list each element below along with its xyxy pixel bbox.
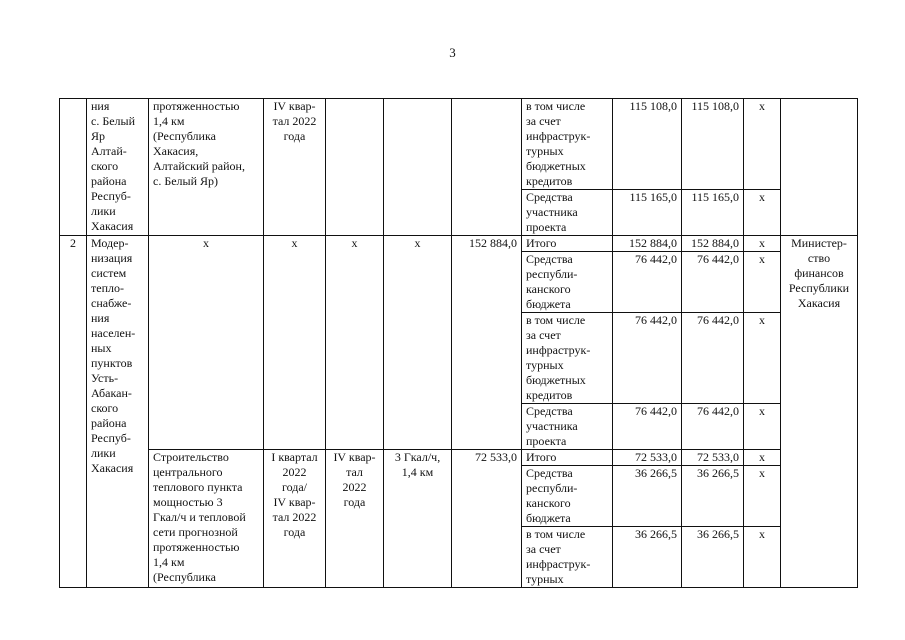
cell-source-label: Итого: [522, 236, 613, 252]
cell-mark: х: [744, 99, 781, 190]
cell-num: [60, 99, 87, 236]
cell-source-label: Средства республи- канского бюджета: [522, 466, 613, 527]
cell-value-2: 76 442,0: [682, 313, 744, 404]
page-number: 3: [449, 45, 456, 60]
cell-source-label: Средства республи- канского бюджета: [522, 252, 613, 313]
cell-value-2: 76 442,0: [682, 252, 744, 313]
cell-source-label: Средства участника проекта: [522, 404, 613, 450]
table-row: [60, 99, 858, 190]
program-table: [59, 98, 858, 588]
cell-mark: х: [744, 450, 781, 466]
cell-value-1: 36 266,5: [613, 466, 682, 527]
cell-cost: 72 533,0: [452, 450, 522, 588]
cell-cost: 152 884,0: [452, 236, 522, 450]
table-row: [60, 236, 858, 252]
cell-value-2: 36 266,5: [682, 527, 744, 588]
cell-description: Строительство центрального теплового пункта мощностью 3 Гкал/ч и тепловой сети прогнозной протяженностью 1,4 км (Республика: [149, 450, 264, 588]
cell-mark: х: [744, 313, 781, 404]
table-row: [60, 450, 858, 466]
cell-value-1: 152 884,0: [613, 236, 682, 252]
cell-mark: х: [744, 466, 781, 527]
cell-value-1: 115 165,0: [613, 190, 682, 236]
cell-responsible: [781, 99, 858, 236]
cell-source-label: в том числе за счет инфраструк- турных: [522, 527, 613, 588]
cell-mark: х: [744, 404, 781, 450]
cell-value-2: 36 266,5: [682, 466, 744, 527]
cell-value-1: 76 442,0: [613, 404, 682, 450]
cell-value-1: 115 108,0: [613, 99, 682, 190]
cell-value-1: 36 266,5: [613, 527, 682, 588]
cell-end-date: IV квар- тал 2022 года: [264, 99, 326, 236]
cell-end-date: х: [326, 236, 384, 450]
cell-mark: х: [744, 190, 781, 236]
cell-value-2: 72 533,0: [682, 450, 744, 466]
cell-object-name: ния с. Белый Яр Алтай- ского района Респуб- лики Хакасия: [87, 99, 149, 236]
cell-value-2: 152 884,0: [682, 236, 744, 252]
cell-start-date: х: [264, 236, 326, 450]
cell-mark: х: [744, 252, 781, 313]
cell-capacity: х: [384, 236, 452, 450]
cell-mark: х: [744, 527, 781, 588]
cell-object-name: Модер- низация систем тепло- снабже- ния населен- ных пунктов Усть- Абакан- ского района Респуб- лики Хакасия: [87, 236, 149, 588]
cell-num: 2: [60, 236, 87, 588]
cell-responsible: Министер- ство финансов Республики Хакасия: [781, 236, 858, 588]
cell-value-1: 76 442,0: [613, 313, 682, 404]
cell-cost: [452, 99, 522, 236]
cell-end-date: IV квар- тал 2022 года: [326, 450, 384, 588]
cell-start-date: I квартал 2022 года/ IV квар- тал 2022 года: [264, 450, 326, 588]
cell-value-2: 115 165,0: [682, 190, 744, 236]
cell-source-label: в том числе за счет инфраструк- турных бюджетных кредитов: [522, 99, 613, 190]
cell-source-label: в том числе за счет инфраструк- турных бюджетных кредитов: [522, 313, 613, 404]
cell-capacity: 3 Гкал/ч, 1,4 км: [384, 450, 452, 588]
cell-description: х: [149, 236, 264, 450]
cell-mark: х: [744, 236, 781, 252]
cell-capacity: [384, 99, 452, 236]
cell-value-1: 72 533,0: [613, 450, 682, 466]
cell-description: протяженностью 1,4 км (Республика Хакасия, Алтайский район, с. Белый Яр): [149, 99, 264, 236]
cell-value-2: 115 108,0: [682, 99, 744, 190]
cell-value-1: 76 442,0: [613, 252, 682, 313]
cell-source-label: Итого: [522, 450, 613, 466]
cell-start-date: [326, 99, 384, 236]
cell-source-label: Средства участника проекта: [522, 190, 613, 236]
cell-value-2: 76 442,0: [682, 404, 744, 450]
